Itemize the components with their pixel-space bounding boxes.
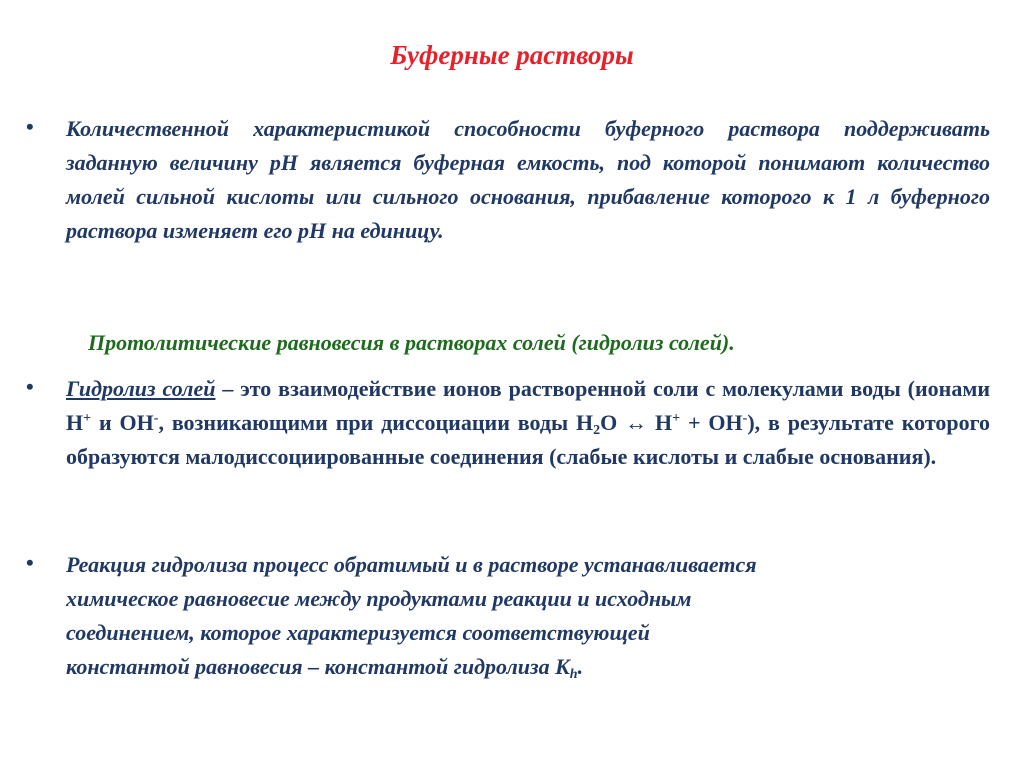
text-line: химическое равновесие между продуктами реакции и исходным [66,586,692,611]
text-segment: и ОН [91,410,154,435]
text-segment: О ↔ Н [600,410,673,435]
superscript: + [83,411,92,426]
paragraph-hydrolysis-definition [66,372,990,474]
superscript: - [742,411,748,426]
slide-title: Буферные растворы [390,40,634,70]
paragraph-buffer-capacity: Количественной характеристикой способности буферного раствора поддерживать заданную величину рН является буферная емкость, под которой понимают количество молей сильной кислоты или сильного основания, прибавление которого к 1 л буферного раствора изменяет его рН на единицу. [66,116,990,243]
superscript: + [672,411,681,426]
text-segment: ), в результате которого образуются малодиссоциированные соединения (слабые кислоты и слабые основания). [66,410,991,469]
bullet-marker: • [26,114,34,139]
text-segment: + ОН [680,410,743,435]
section-subtitle: Протолитические равновесия в растворах солей (гидролиз солей). [88,330,735,355]
text-segment: . [577,654,584,679]
text-line: константой равновесия – константой гидролиза K [66,654,570,679]
text-segment: – это взаимодействие ионов растворенной соли с молекулами воды (ионами Н [66,376,990,435]
text-segment: , возникающими при диссоциации воды Н [158,410,594,435]
superscript: - [153,411,159,426]
text-line: соединением, которое характеризуется соответствующей [66,620,650,645]
bullet-marker: • [26,550,34,575]
term-hydrolysis: Гидролиз солей [66,376,216,401]
subscript: 2 [593,423,601,438]
subscript: h [569,667,578,682]
paragraph-hydrolysis-reaction [66,548,990,684]
text-line: Реакция гидролиза процесс обратимый и в растворе устанавливается [66,552,757,577]
bullet-marker: • [26,374,34,399]
